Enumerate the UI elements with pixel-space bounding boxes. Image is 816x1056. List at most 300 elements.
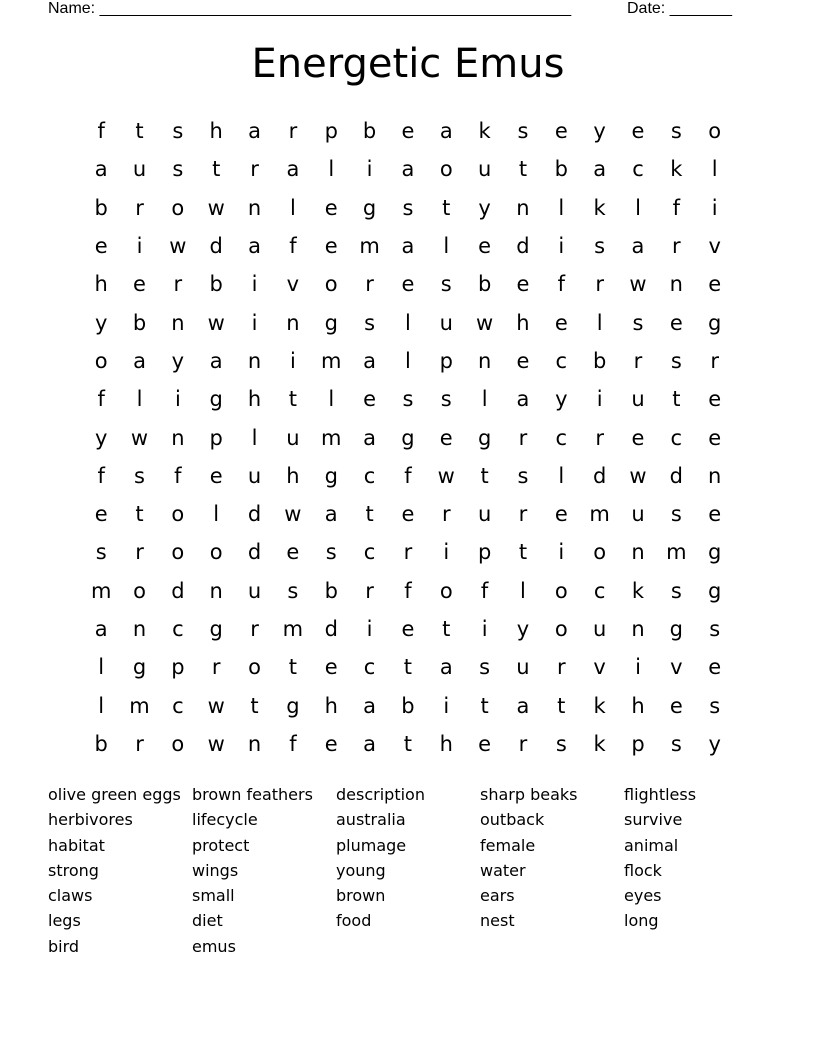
grid-letter[interactable]: p bbox=[439, 348, 453, 373]
grid-letter[interactable]: e bbox=[286, 540, 300, 565]
grid-letter[interactable]: a bbox=[401, 234, 415, 259]
grid-letter[interactable]: s bbox=[632, 310, 644, 335]
grid-letter[interactable]: l bbox=[328, 387, 335, 412]
word-bank-item: bird bbox=[48, 936, 80, 956]
grid-letter[interactable]: t bbox=[480, 693, 489, 718]
grid-letter[interactable]: e bbox=[708, 425, 722, 450]
grid-letter[interactable]: u bbox=[247, 463, 262, 488]
grid-letter[interactable]: w bbox=[169, 234, 187, 259]
grid-letter[interactable]: b bbox=[477, 272, 492, 297]
grid-letter[interactable]: r bbox=[518, 731, 528, 756]
grid-letter[interactable]: e bbox=[133, 272, 146, 297]
grid-letter[interactable]: i bbox=[711, 195, 718, 220]
grid-letter[interactable]: y bbox=[171, 348, 185, 373]
grid-letter[interactable]: l bbox=[289, 195, 296, 220]
grid-letter[interactable]: a bbox=[324, 502, 338, 527]
grid-letter[interactable]: o bbox=[324, 272, 338, 297]
grid-letter[interactable]: o bbox=[554, 578, 568, 603]
grid-letter[interactable]: s bbox=[670, 578, 682, 603]
grid-letter[interactable]: e bbox=[209, 463, 223, 488]
grid-letter[interactable]: e bbox=[631, 425, 645, 450]
name-field[interactable]: Name: _____________________________________________________ bbox=[48, 0, 572, 17]
grid-letter[interactable]: c bbox=[632, 157, 644, 182]
grid-letter[interactable]: y bbox=[516, 617, 530, 641]
grid-letter[interactable]: f bbox=[480, 578, 489, 603]
grid-letter[interactable]: r bbox=[365, 272, 374, 297]
grid-letter[interactable]: s bbox=[555, 731, 567, 756]
grid-letter[interactable]: n bbox=[171, 425, 185, 450]
grid-letter[interactable]: e bbox=[516, 348, 530, 373]
grid-letter[interactable]: f bbox=[672, 195, 681, 220]
grid-letter[interactable]: p bbox=[171, 655, 185, 680]
grid-letter[interactable]: s bbox=[440, 387, 452, 412]
grid-letter[interactable]: r bbox=[211, 655, 221, 680]
grid-letter[interactable]: s bbox=[594, 234, 606, 259]
grid-letter[interactable]: p bbox=[631, 731, 645, 756]
grid-letter[interactable]: e bbox=[324, 655, 338, 680]
grid-letter[interactable]: p bbox=[209, 425, 223, 450]
grid-letter[interactable]: a bbox=[401, 157, 415, 182]
grid-letter[interactable]: n bbox=[171, 310, 185, 335]
grid-letter[interactable]: t bbox=[518, 540, 528, 565]
grid-letter[interactable]: s bbox=[517, 463, 529, 488]
grid-letter[interactable]: p bbox=[477, 540, 492, 565]
grid-letter[interactable]: k bbox=[478, 119, 491, 144]
grid-letter[interactable]: l bbox=[520, 578, 526, 603]
grid-letter[interactable]: b bbox=[94, 195, 108, 220]
grid-letter[interactable]: f bbox=[557, 272, 565, 297]
grid-letter[interactable]: c bbox=[670, 425, 683, 450]
grid-letter[interactable]: r bbox=[595, 425, 604, 450]
grid-letter[interactable]: p bbox=[324, 119, 338, 144]
grid-letter[interactable]: l bbox=[558, 195, 565, 220]
grid-letter[interactable]: u bbox=[286, 425, 300, 450]
grid-letter[interactable]: l bbox=[635, 195, 641, 220]
grid-letter[interactable]: f bbox=[289, 731, 297, 756]
grid-letter[interactable]: l bbox=[98, 655, 105, 680]
grid-letter[interactable]: u bbox=[477, 157, 492, 182]
grid-letter[interactable]: s bbox=[670, 348, 682, 373]
grid-letter[interactable]: r bbox=[135, 540, 144, 565]
grid-letter[interactable]: e bbox=[94, 234, 108, 259]
grid-letter[interactable]: o bbox=[171, 195, 185, 220]
grid-letter[interactable]: e bbox=[708, 387, 722, 412]
grid-letter[interactable]: l bbox=[558, 463, 565, 488]
grid-letter[interactable]: y bbox=[94, 310, 108, 335]
grid-letter[interactable]: u bbox=[631, 502, 645, 527]
grid-letter[interactable]: s bbox=[172, 157, 184, 182]
grid-letter[interactable]: c bbox=[363, 655, 376, 680]
grid-letter[interactable]: u bbox=[439, 310, 453, 335]
grid-letter[interactable]: l bbox=[443, 234, 450, 259]
grid-letter[interactable]: n bbox=[631, 617, 645, 641]
grid-letter[interactable]: v bbox=[593, 655, 606, 680]
grid-letter[interactable]: l bbox=[136, 387, 143, 412]
grid-letter[interactable]: o bbox=[94, 348, 108, 373]
grid-letter[interactable]: k bbox=[593, 195, 606, 220]
grid-letter[interactable]: r bbox=[173, 272, 183, 297]
grid-letter[interactable]: w bbox=[629, 463, 647, 488]
grid-letter[interactable]: g bbox=[477, 425, 492, 450]
grid-letter[interactable]: m bbox=[129, 693, 150, 718]
grid-letter[interactable]: k bbox=[631, 578, 645, 603]
grid-letter[interactable]: i bbox=[174, 387, 181, 412]
grid-letter[interactable]: c bbox=[172, 617, 184, 641]
grid-letter[interactable]: e bbox=[401, 119, 415, 144]
grid-letter[interactable]: c bbox=[593, 578, 606, 603]
grid-letter[interactable]: c bbox=[555, 348, 568, 373]
grid-letter[interactable]: h bbox=[247, 387, 262, 412]
grid-letter[interactable]: d bbox=[669, 463, 683, 488]
grid-letter[interactable]: g bbox=[401, 425, 415, 450]
grid-letter[interactable]: i bbox=[443, 693, 450, 718]
grid-letter[interactable]: a bbox=[439, 655, 453, 680]
grid-letter[interactable]: g bbox=[362, 195, 377, 220]
grid-letter[interactable]: a bbox=[516, 387, 530, 412]
grid-letter[interactable]: d bbox=[592, 463, 607, 488]
grid-letter[interactable]: i bbox=[558, 540, 565, 565]
grid-letter[interactable]: e bbox=[94, 502, 108, 527]
grid-letter[interactable]: t bbox=[288, 387, 297, 412]
grid-letter[interactable]: g bbox=[324, 463, 338, 488]
grid-letter[interactable]: b bbox=[94, 731, 108, 756]
grid-letter[interactable]: y bbox=[593, 119, 606, 144]
grid-letter[interactable]: t bbox=[288, 655, 297, 680]
grid-letter[interactable]: h bbox=[324, 693, 338, 718]
grid-letter[interactable]: h bbox=[286, 463, 300, 488]
grid-letter[interactable]: a bbox=[439, 119, 453, 144]
grid-letter[interactable]: o bbox=[171, 502, 185, 527]
grid-letter[interactable]: a bbox=[248, 119, 261, 144]
grid-letter[interactable]: h bbox=[209, 119, 223, 144]
grid-letter[interactable]: r bbox=[135, 731, 144, 756]
grid-letter[interactable]: b bbox=[592, 348, 607, 373]
grid-letter[interactable]: b bbox=[132, 310, 147, 335]
grid-letter[interactable]: o bbox=[554, 617, 568, 641]
grid-letter[interactable]: w bbox=[476, 310, 494, 335]
grid-letter[interactable]: r bbox=[365, 578, 374, 603]
grid-letter[interactable]: e bbox=[478, 731, 492, 756]
grid-letter[interactable]: f bbox=[97, 387, 105, 412]
grid-letter[interactable]: c bbox=[363, 540, 376, 565]
grid-letter[interactable]: u bbox=[247, 578, 262, 603]
grid-letter[interactable]: e bbox=[708, 272, 722, 297]
grid-letter[interactable]: o bbox=[248, 655, 261, 680]
grid-letter[interactable]: s bbox=[172, 119, 184, 144]
grid-letter[interactable]: y bbox=[555, 387, 568, 412]
grid-letter[interactable]: f bbox=[97, 119, 105, 144]
grid-letter[interactable]: n bbox=[247, 348, 262, 373]
grid-letter[interactable]: s bbox=[709, 693, 721, 718]
grid-letter[interactable]: a bbox=[363, 425, 377, 450]
grid-letter[interactable]: s bbox=[287, 578, 299, 603]
grid-letter[interactable]: g bbox=[708, 540, 722, 565]
grid-letter[interactable]: t bbox=[403, 731, 413, 756]
grid-letter[interactable]: r bbox=[672, 234, 681, 259]
grid-letter[interactable]: l bbox=[405, 310, 411, 335]
grid-letter[interactable]: e bbox=[478, 234, 492, 259]
grid-letter[interactable]: l bbox=[711, 157, 718, 182]
word-bank-item: flightless bbox=[624, 785, 697, 804]
grid-letter[interactable]: e bbox=[401, 617, 415, 641]
grid-letter[interactable]: s bbox=[364, 310, 376, 335]
grid-letter[interactable]: w bbox=[207, 195, 225, 220]
grid-letter[interactable]: o bbox=[439, 578, 453, 603]
grid-letter[interactable]: e bbox=[324, 731, 338, 756]
grid-letter[interactable]: d bbox=[171, 578, 185, 603]
word-bank-item: brown bbox=[336, 886, 386, 906]
grid-letter[interactable]: g bbox=[324, 310, 338, 335]
grid-letter[interactable]: l bbox=[328, 157, 335, 182]
grid-letter[interactable]: o bbox=[708, 119, 722, 144]
grid-letter[interactable]: s bbox=[517, 119, 529, 144]
grid-letter[interactable]: r bbox=[595, 272, 604, 297]
grid-letter[interactable]: r bbox=[250, 617, 259, 641]
grid-letter[interactable]: m bbox=[321, 425, 342, 450]
grid-letter[interactable]: r bbox=[288, 119, 298, 144]
grid-letter[interactable]: s bbox=[670, 731, 682, 756]
grid-letter[interactable]: y bbox=[708, 731, 721, 756]
grid-letter[interactable]: a bbox=[363, 348, 377, 373]
grid-letter[interactable]: f bbox=[289, 234, 297, 259]
grid-letter[interactable]: b bbox=[209, 272, 223, 297]
grid-letter[interactable]: h bbox=[631, 693, 645, 718]
grid-letter[interactable]: y bbox=[478, 195, 491, 220]
grid-letter[interactable]: u bbox=[132, 157, 147, 182]
grid-letter[interactable]: n bbox=[209, 578, 223, 603]
grid-letter[interactable]: k bbox=[593, 693, 606, 718]
grid-letter[interactable]: u bbox=[516, 655, 530, 680]
grid-letter[interactable]: n bbox=[708, 463, 722, 488]
grid-letter[interactable]: l bbox=[98, 693, 105, 718]
grid-letter[interactable]: n bbox=[669, 272, 683, 297]
grid-letter[interactable]: e bbox=[669, 693, 683, 718]
grid-letter[interactable]: a bbox=[516, 693, 530, 718]
grid-letter[interactable]: s bbox=[134, 463, 145, 488]
grid-letter[interactable]: a bbox=[248, 234, 261, 259]
grid-letter[interactable]: s bbox=[402, 387, 414, 412]
grid-letter[interactable]: r bbox=[441, 502, 451, 527]
grid-letter[interactable]: d bbox=[247, 540, 262, 565]
grid-letter[interactable]: e bbox=[554, 310, 568, 335]
grid-letter[interactable]: s bbox=[440, 272, 452, 297]
grid-letter[interactable]: e bbox=[669, 310, 683, 335]
grid-letter[interactable]: r bbox=[556, 655, 566, 680]
grid-letter[interactable]: m bbox=[666, 540, 687, 565]
grid-letter[interactable]: e bbox=[401, 272, 415, 297]
grid-letter[interactable]: e bbox=[554, 502, 568, 527]
grid-letter[interactable]: k bbox=[670, 157, 683, 182]
grid-letter[interactable]: e bbox=[324, 195, 338, 220]
grid-letter[interactable]: w bbox=[437, 463, 455, 488]
grid-letter[interactable]: s bbox=[670, 502, 682, 527]
grid-letter[interactable]: c bbox=[363, 463, 376, 488]
grid-letter[interactable]: h bbox=[94, 272, 108, 297]
grid-letter[interactable]: e bbox=[631, 119, 645, 144]
grid-letter[interactable]: a bbox=[363, 731, 377, 756]
grid-letter[interactable]: b bbox=[362, 119, 377, 144]
grid-letter[interactable]: f bbox=[404, 463, 412, 488]
grid-letter[interactable]: s bbox=[709, 617, 721, 641]
grid-letter[interactable]: o bbox=[209, 540, 223, 565]
grid-letter[interactable]: h bbox=[516, 310, 530, 335]
grid-letter[interactable]: g bbox=[708, 310, 722, 335]
grid-letter[interactable]: t bbox=[518, 157, 528, 182]
grid-letter[interactable]: w bbox=[130, 425, 149, 450]
grid-letter[interactable]: a bbox=[94, 157, 108, 182]
grid-letter[interactable]: u bbox=[592, 617, 607, 641]
grid-letter[interactable]: b bbox=[401, 693, 415, 718]
grid-letter[interactable]: g bbox=[669, 617, 683, 641]
grid-letter[interactable]: g bbox=[708, 578, 722, 603]
grid-letter[interactable]: e bbox=[439, 425, 453, 450]
grid-letter[interactable]: t bbox=[212, 157, 221, 182]
grid-letter[interactable]: w bbox=[284, 502, 302, 527]
grid-letter[interactable]: i bbox=[596, 387, 603, 412]
grid-letter[interactable]: l bbox=[251, 425, 258, 450]
grid-letter[interactable]: b bbox=[324, 578, 338, 603]
grid-letter[interactable]: t bbox=[480, 463, 489, 488]
grid-letter[interactable]: s bbox=[95, 540, 107, 565]
grid-letter[interactable]: n bbox=[631, 540, 645, 565]
grid-letter[interactable]: f bbox=[404, 578, 412, 603]
grid-letter[interactable]: e bbox=[708, 502, 722, 527]
grid-letter[interactable]: n bbox=[286, 310, 300, 335]
grid-letter[interactable]: i bbox=[481, 617, 488, 641]
grid-letter[interactable]: d bbox=[209, 234, 223, 259]
grid-letter[interactable]: r bbox=[403, 540, 413, 565]
grid-letter[interactable]: r bbox=[518, 425, 528, 450]
grid-letter[interactable]: r bbox=[518, 502, 528, 527]
grid-letter[interactable]: a bbox=[286, 157, 300, 182]
word-bank-item: herbivores bbox=[48, 810, 133, 830]
grid-letter[interactable]: t bbox=[442, 195, 451, 220]
grid-letter[interactable]: w bbox=[207, 693, 225, 718]
grid-letter[interactable]: i bbox=[136, 234, 143, 259]
grid-letter[interactable]: o bbox=[171, 540, 185, 565]
date-field[interactable]: Date: _______ bbox=[627, 0, 732, 17]
grid-letter[interactable]: v bbox=[708, 234, 721, 259]
grid-letter[interactable]: l bbox=[481, 387, 488, 412]
grid-letter[interactable]: i bbox=[366, 617, 373, 641]
grid-letter[interactable]: d bbox=[247, 502, 262, 527]
grid-letter[interactable]: g bbox=[132, 655, 147, 680]
grid-letter[interactable]: t bbox=[250, 693, 259, 718]
grid-letter[interactable]: e bbox=[516, 272, 530, 297]
grid-letter[interactable]: m bbox=[321, 348, 342, 373]
grid-letter[interactable]: v bbox=[286, 272, 300, 297]
grid-letter[interactable]: n bbox=[247, 195, 262, 220]
grid-letter[interactable]: o bbox=[133, 578, 146, 603]
grid-letter[interactable]: s bbox=[325, 540, 337, 565]
grid-letter[interactable]: k bbox=[593, 731, 606, 756]
grid-letter[interactable]: r bbox=[710, 348, 719, 373]
grid-letter[interactable]: y bbox=[94, 425, 108, 450]
grid-letter[interactable]: t bbox=[442, 617, 451, 641]
grid-letter[interactable]: m bbox=[90, 578, 112, 603]
grid-letter[interactable]: w bbox=[207, 310, 225, 335]
grid-letter[interactable]: a bbox=[631, 234, 645, 259]
grid-letter[interactable]: o bbox=[593, 540, 607, 565]
grid-letter[interactable]: m bbox=[282, 617, 304, 641]
grid-letter[interactable]: w bbox=[207, 731, 225, 756]
grid-letter[interactable]: g bbox=[286, 693, 300, 718]
grid-letter[interactable]: h bbox=[439, 731, 453, 756]
word-bank-item: young bbox=[336, 860, 386, 880]
grid-letter[interactable]: o bbox=[439, 157, 453, 182]
grid-letter[interactable]: w bbox=[629, 272, 647, 297]
grid-letter[interactable]: s bbox=[402, 195, 414, 220]
grid-letter[interactable]: e bbox=[708, 655, 722, 680]
grid-letter[interactable]: s bbox=[479, 655, 491, 680]
grid-letter[interactable]: t bbox=[672, 387, 681, 412]
grid-letter[interactable]: u bbox=[477, 502, 492, 527]
grid-letter[interactable]: r bbox=[633, 348, 643, 373]
grid-letter[interactable]: g bbox=[209, 387, 223, 412]
word-bank-item: description bbox=[336, 785, 425, 804]
grid-letter[interactable]: m bbox=[359, 234, 380, 259]
grid-letter[interactable]: t bbox=[365, 502, 374, 527]
grid-letter[interactable]: n bbox=[477, 348, 492, 373]
grid-letter[interactable]: n bbox=[247, 731, 262, 756]
grid-letter[interactable]: d bbox=[516, 234, 530, 259]
word-bank-item: small bbox=[192, 886, 235, 906]
grid-letter[interactable]: e bbox=[554, 119, 568, 144]
grid-letter[interactable]: e bbox=[401, 502, 415, 527]
grid-letter[interactable]: a bbox=[209, 348, 223, 373]
grid-letter[interactable]: f bbox=[174, 463, 182, 488]
grid-letter[interactable]: c bbox=[555, 425, 568, 450]
grid-letter[interactable]: t bbox=[557, 693, 566, 718]
grid-letter[interactable]: v bbox=[670, 655, 683, 680]
grid-letter[interactable]: d bbox=[324, 617, 338, 641]
grid-letter[interactable]: e bbox=[324, 234, 338, 259]
grid-letter[interactable]: f bbox=[97, 463, 105, 488]
grid-letter[interactable]: n bbox=[516, 195, 530, 220]
grid-letter[interactable]: s bbox=[670, 119, 682, 144]
grid-letter[interactable]: e bbox=[363, 387, 377, 412]
grid-letter[interactable]: l bbox=[213, 502, 220, 527]
grid-letter[interactable]: u bbox=[631, 387, 645, 412]
grid-letter[interactable]: i bbox=[251, 272, 258, 297]
grid-letter[interactable]: l bbox=[405, 348, 411, 373]
grid-letter[interactable]: i bbox=[289, 348, 296, 373]
grid-letter[interactable]: c bbox=[172, 693, 184, 718]
grid-letter[interactable]: i bbox=[251, 310, 258, 335]
grid-letter[interactable]: a bbox=[593, 157, 607, 182]
grid-letter[interactable]: b bbox=[554, 157, 568, 182]
grid-letter[interactable]: o bbox=[171, 731, 185, 756]
grid-letter[interactable]: i bbox=[366, 157, 373, 182]
grid-letter[interactable]: m bbox=[589, 502, 610, 527]
grid-letter[interactable]: i bbox=[443, 540, 450, 565]
grid-letter[interactable]: a bbox=[363, 693, 377, 718]
word-column bbox=[480, 782, 620, 934]
grid-letter[interactable]: g bbox=[209, 617, 223, 641]
word-column bbox=[48, 782, 188, 959]
grid-letter[interactable]: r bbox=[135, 195, 144, 220]
grid-letter[interactable]: r bbox=[250, 157, 259, 182]
grid-letter[interactable]: a bbox=[94, 617, 108, 641]
grid-letter[interactable]: t bbox=[135, 119, 144, 144]
grid-letter[interactable]: i bbox=[558, 234, 565, 259]
grid-letter[interactable]: i bbox=[635, 655, 641, 680]
grid-letter[interactable]: l bbox=[596, 310, 603, 335]
grid-letter[interactable]: t bbox=[135, 502, 144, 527]
grid-letter[interactable]: a bbox=[133, 348, 146, 373]
grid-letter[interactable]: n bbox=[132, 617, 147, 641]
grid-letter[interactable]: t bbox=[403, 655, 413, 680]
